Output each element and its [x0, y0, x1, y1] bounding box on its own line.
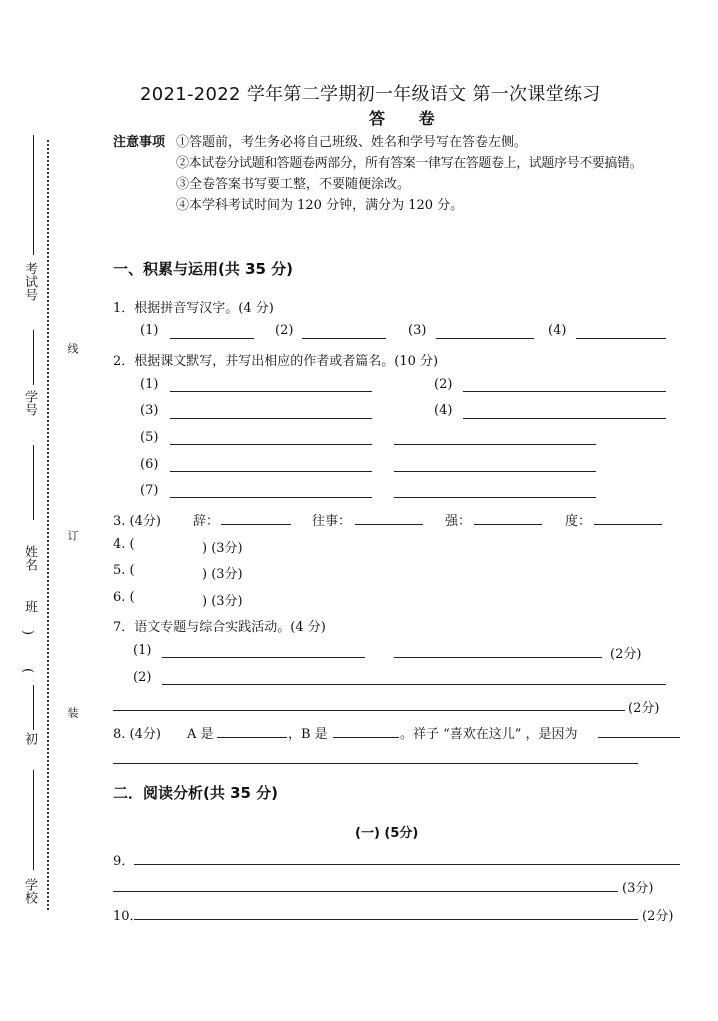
side-line-chu [33, 685, 34, 730]
side-label-rp: ) [20, 630, 35, 636]
q7-blank-2b[interactable] [113, 710, 625, 711]
q8-a: A 是 [187, 727, 214, 742]
q8-c: 。祥子 “喜欢在这儿” ，是因为 [400, 727, 578, 742]
q3-item: 强： [445, 514, 472, 529]
q1-blank-3[interactable] [436, 338, 534, 339]
q3-blank-1[interactable] [221, 524, 291, 525]
q7-score-2: (2分) [628, 701, 660, 716]
q8-b: ，B 是 [288, 727, 328, 742]
q7-blank-2a[interactable] [162, 684, 666, 685]
side-label-xuehao: 学号 [22, 390, 37, 416]
q6-close: ) (3分) [202, 594, 243, 609]
q1-label: 1．根据拼音写汉字。(4 分) [113, 301, 274, 316]
q1-blank-label: (3) [408, 323, 427, 338]
q8-blank-d[interactable] [113, 763, 638, 764]
q4-label: 4. ( [113, 537, 135, 552]
q10-label: 10． [113, 909, 143, 924]
q1-blank-label: (4) [548, 323, 567, 338]
q7-score-1: (2分) [610, 647, 642, 662]
q7-blank-label: (1) [133, 643, 152, 658]
q7-label: 7．语文专题与综合实践活动。(4 分) [113, 620, 326, 635]
q1-blank-2[interactable] [302, 338, 386, 339]
q2-blank-3[interactable] [170, 418, 372, 419]
q3-blank-2[interactable] [355, 524, 423, 525]
q8-label: 8. (4分) [113, 727, 161, 742]
q2-blank-label: (2) [434, 377, 453, 392]
section-1-heading: 一、积累与运用(共 35 分) [113, 260, 294, 278]
q2-blank-1[interactable] [170, 391, 372, 392]
side-label-ban: 班 [22, 600, 37, 613]
q2-blank-label: (3) [140, 403, 159, 418]
side-label-xingming: 姓名 [22, 545, 37, 571]
notes-item-3: ③全卷答案书写要工整，不要随便涂改。 [176, 177, 411, 192]
q2-blank-6b[interactable] [394, 471, 596, 472]
side-label-zhuang: 装 [66, 707, 79, 718]
q5-label: 5. ( [113, 563, 135, 578]
side-line-xuexiao [33, 770, 34, 870]
q2-blank-label: (7) [140, 483, 159, 498]
page-title: 2021-2022 学年第二学期初一年级语文 第一次课堂练习 [140, 84, 601, 105]
side-label-kaoshihao: 考试号 [22, 262, 37, 301]
side-line-kaoshihao [33, 135, 34, 255]
side-label-xian: 线 [66, 343, 79, 354]
q2-blank-label: (6) [140, 457, 159, 472]
side-label-xuexiao: 学校 [22, 878, 37, 904]
q4-close: ) (3分) [202, 541, 243, 556]
side-label-lp: ( [20, 668, 35, 674]
q10-score: (2分) [642, 909, 674, 924]
side-line-xingming [33, 445, 34, 520]
q9-blank-1[interactable] [134, 864, 680, 865]
q9-score: (3分) [622, 881, 654, 896]
q2-blank-5a[interactable] [170, 444, 372, 445]
q1-blank-label: (1) [140, 323, 159, 338]
q3-blank-4[interactable] [594, 524, 662, 525]
notes-item-1: ①答题前，考生务必将自己班级、姓名和学号写在答卷左侧。 [176, 135, 528, 150]
q3-blank-3[interactable] [474, 524, 542, 525]
q2-blank-5b[interactable] [394, 444, 596, 445]
q9-blank-2[interactable] [113, 891, 618, 892]
section-2-heading: 二．阅读分析(共 35 分) [113, 784, 279, 802]
side-label-ding: 订 [66, 530, 79, 541]
q7-blank-1b[interactable] [394, 657, 602, 658]
q8-blank-c[interactable] [598, 737, 680, 738]
section-2-part-1: (一) (5分) [355, 826, 419, 841]
q2-label: 2．根据课文默写，并写出相应的作者或者篇名。(10 分) [113, 354, 439, 369]
q2-blank-2[interactable] [463, 391, 666, 392]
side-label-chu: 初 [22, 732, 37, 745]
q2-blank-7a[interactable] [170, 497, 372, 498]
q2-blank-label: (4) [434, 403, 453, 418]
side-line-xuehao [33, 330, 34, 385]
q3-item: 辞： [193, 514, 220, 529]
q2-blank-label: (1) [140, 377, 159, 392]
notes-item-4: ④本学科考试时间为 120 分钟，满分为 120 分。 [176, 198, 464, 213]
q3-item: 往事： [312, 514, 352, 529]
q1-blank-1[interactable] [170, 338, 254, 339]
q2-blank-6a[interactable] [170, 471, 372, 472]
q1-blank-label: (2) [275, 323, 294, 338]
q10-blank[interactable] [134, 919, 638, 920]
q6-label: 6. ( [113, 590, 135, 605]
notes-item-2: ②本试卷分试题和答题卷两部分，所有答案一律写在答题卷上，试题序号不要搞错。 [176, 156, 643, 171]
page-subtitle: 答 卷 [369, 109, 449, 128]
q7-blank-1a[interactable] [162, 657, 365, 658]
q1-blank-4[interactable] [576, 338, 666, 339]
q7-blank-label: (2) [133, 670, 152, 685]
q5-close: ) (3分) [202, 567, 243, 582]
q9-label: 9． [113, 854, 135, 869]
q3-item: 度： [565, 514, 592, 529]
q2-blank-4[interactable] [463, 418, 666, 419]
q2-blank-label: (5) [140, 430, 159, 445]
q3-label: 3. (4分) [113, 514, 161, 529]
binding-dotted-line [47, 140, 49, 910]
notes-label: 注意事项 [113, 135, 166, 150]
q8-blank-a[interactable] [217, 737, 287, 738]
q2-blank-7b[interactable] [394, 497, 596, 498]
q8-blank-b[interactable] [333, 737, 399, 738]
